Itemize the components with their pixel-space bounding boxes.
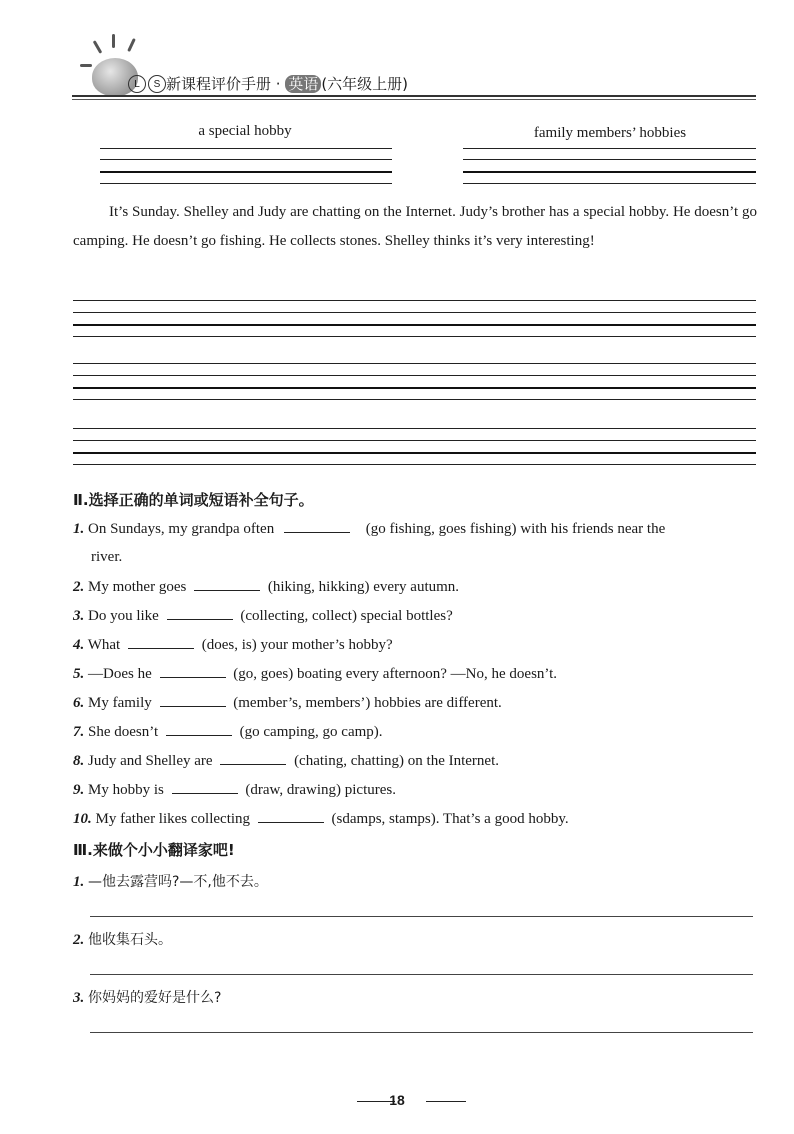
- answer-line[interactable]: [90, 916, 753, 917]
- sun-ray-icon: [80, 64, 92, 67]
- writing-line[interactable]: [73, 300, 756, 301]
- writing-line[interactable]: [73, 312, 756, 313]
- writing-line[interactable]: [73, 375, 756, 376]
- page-number: 18: [389, 1092, 405, 1108]
- writing-line[interactable]: [73, 387, 756, 389]
- sun-ray-icon: [93, 40, 103, 54]
- reading-passage: It’s Sunday. Shelley and Judy are chatting on the Internet. Judy’s brother has a special hobby. He doesn’t go camping. He doesn’t go fishing. He collects stones. Shelley thinks it’s very interesting!: [73, 204, 757, 249]
- exercise-item: 1. On Sundays, my grandpa often (go fishing, goes fishing) with his friends near the: [73, 521, 666, 537]
- writing-line[interactable]: [463, 148, 756, 149]
- section-3-title: Ⅲ.来做个小小翻译家吧!: [73, 841, 235, 859]
- book-title: 新课程评价手册 · 英语 (六年级上册): [166, 75, 409, 93]
- answer-blank[interactable]: [284, 520, 350, 533]
- writing-line[interactable]: [73, 324, 756, 326]
- answer-blank[interactable]: [172, 781, 238, 794]
- translation-item: 2. 他收集石头。: [73, 932, 172, 948]
- exercise-item: 8. Judy and Shelley are (chating, chatting) on the Internet.: [73, 753, 499, 769]
- writing-label-right: family members’ hobbies: [533, 125, 687, 141]
- answer-blank[interactable]: [220, 752, 286, 765]
- header-rule: [72, 95, 756, 97]
- exercise-item: 6. My family (member’s, members’) hobbies are different.: [73, 695, 502, 711]
- writing-line[interactable]: [463, 183, 756, 184]
- exercise-item: 7. She doesn’t (go camping, go camp).: [73, 724, 383, 740]
- writing-line[interactable]: [100, 171, 392, 173]
- answer-blank[interactable]: [167, 607, 233, 620]
- writing-line[interactable]: [100, 159, 392, 160]
- writing-line[interactable]: [73, 336, 756, 337]
- exercise-item: 5. —Does he (go, goes) boating every afternoon? —No, he doesn’t.: [73, 666, 558, 682]
- answer-blank[interactable]: [128, 636, 194, 649]
- translation-item: 3. 你妈妈的爱好是什么?: [73, 990, 222, 1006]
- writing-line[interactable]: [73, 452, 756, 454]
- writing-line[interactable]: [73, 399, 756, 400]
- exercise-item-continuation: river.: [91, 549, 123, 565]
- exercise-item: 4. What (does, is) your mother’s hobby?: [73, 637, 393, 653]
- writing-line[interactable]: [463, 171, 756, 173]
- answer-line[interactable]: [90, 974, 753, 975]
- answer-blank[interactable]: [166, 723, 232, 736]
- writing-line[interactable]: [73, 464, 756, 465]
- answer-line[interactable]: [90, 1032, 753, 1033]
- writing-line[interactable]: [463, 159, 756, 160]
- sun-ray-icon: [127, 38, 136, 52]
- translation-item: 1. —他去露营吗?—不,他不去。: [73, 874, 268, 890]
- sun-ray-icon: [112, 34, 115, 48]
- exercise-item: 10. My father likes collecting (sdamps, stamps). That’s a good hobby.: [73, 811, 569, 827]
- header-rule: [72, 99, 756, 100]
- answer-blank[interactable]: [194, 578, 260, 591]
- writing-line[interactable]: [73, 440, 756, 441]
- exercise-item: 3. Do you like (collecting, collect) special bottles?: [73, 608, 453, 624]
- writing-label-left: a special hobby: [198, 123, 292, 139]
- exercise-item: 2. My mother goes (hiking, hikking) every autumn.: [73, 579, 460, 595]
- writing-line[interactable]: [73, 428, 756, 429]
- writing-line[interactable]: [73, 363, 756, 364]
- answer-blank[interactable]: [160, 694, 226, 707]
- publisher-logo: L S: [128, 75, 166, 93]
- answer-blank[interactable]: [160, 665, 226, 678]
- writing-line[interactable]: [100, 148, 392, 149]
- writing-line[interactable]: [100, 183, 392, 184]
- answer-blank[interactable]: [258, 810, 324, 823]
- subject-badge: 英语: [285, 75, 321, 93]
- exercise-item: 9. My hobby is (draw, drawing) pictures.: [73, 782, 396, 798]
- section-2-title: Ⅱ.选择正确的单词或短语补全句子。: [73, 491, 314, 509]
